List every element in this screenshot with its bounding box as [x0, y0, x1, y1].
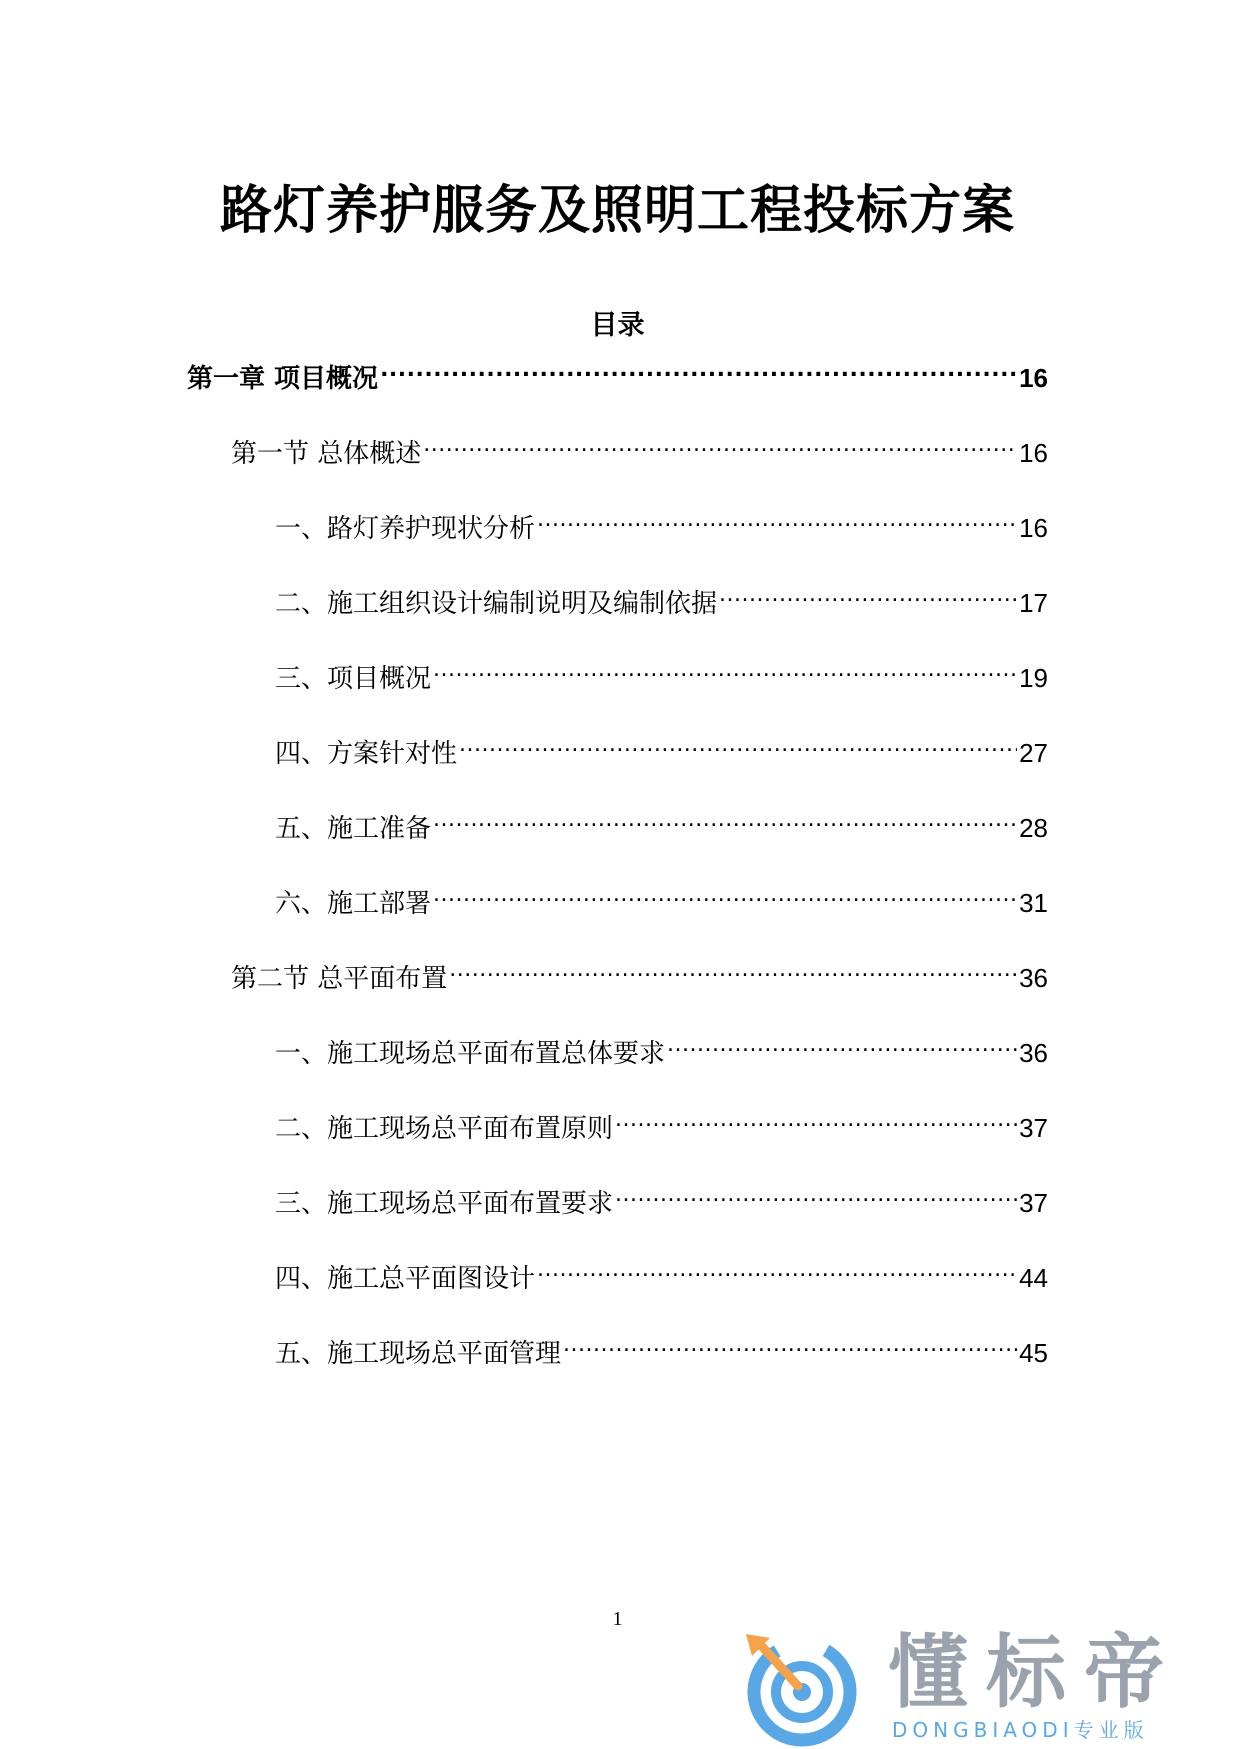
- toc-entry-title: 第二节 总平面布置: [231, 964, 448, 994]
- toc-heading: 目录: [590, 310, 645, 341]
- toc-entry-page: 27: [1019, 738, 1048, 768]
- toc-entry-item[interactable]: [275, 497, 1048, 544]
- page-number: 1: [612, 1608, 623, 1630]
- toc-entry-page: 37: [1019, 1188, 1048, 1218]
- toc-entry-page: 36: [1019, 1038, 1048, 1068]
- toc-entry-title: 二、施工组织设计编制说明及编制依据: [275, 589, 718, 619]
- brand-watermark: [740, 1628, 1220, 1749]
- toc-entry-title: 六、施工部署: [275, 889, 432, 919]
- watermark-subtitle: DONGBIAODI专业版: [892, 1718, 1149, 1742]
- toc-entry-item[interactable]: [275, 1022, 1048, 1069]
- toc-entry-title: 四、方案针对性: [275, 739, 458, 769]
- toc-entry-page: 31: [1019, 888, 1048, 918]
- toc-entry-item[interactable]: [275, 1172, 1048, 1219]
- toc-entry-title: 五、施工准备: [275, 814, 432, 844]
- toc-entry-item[interactable]: [275, 1322, 1048, 1369]
- toc-dot-leader: [433, 872, 1017, 912]
- toc-entry-page: 16: [1019, 438, 1048, 468]
- toc-entry-page: 16: [1019, 513, 1048, 543]
- toc-dot-leader: [615, 1097, 1017, 1137]
- toc-dot-leader: [449, 947, 1017, 987]
- toc-entry-page: 37: [1019, 1113, 1048, 1143]
- toc-dot-leader: [433, 647, 1017, 687]
- toc-entry-page: 17: [1019, 588, 1048, 618]
- toc-entry-chapter-1[interactable]: [187, 347, 1048, 394]
- toc-dot-leader: [667, 1022, 1017, 1062]
- toc-entry-item[interactable]: [275, 722, 1048, 769]
- toc-entry-section-2[interactable]: [231, 947, 1048, 994]
- toc-entry-title: 三、施工现场总平面布置要求: [275, 1189, 614, 1219]
- toc-entry-page: 45: [1019, 1338, 1048, 1368]
- toc-entry-section-1[interactable]: [231, 422, 1048, 469]
- toc-entry-item[interactable]: [275, 572, 1048, 619]
- toc-entry-title: 一、路灯养护现状分析: [275, 514, 536, 544]
- toc-entry-item[interactable]: [275, 797, 1048, 844]
- watermark-brand-text: 懂标帝: [888, 1626, 1182, 1719]
- toc-entry-title: 三、项目概况: [275, 664, 432, 694]
- toc-entry-title: 五、施工现场总平面管理: [275, 1339, 562, 1369]
- toc-entry-page: 16: [1019, 363, 1048, 393]
- toc-dot-leader: [537, 497, 1017, 537]
- toc-dot-leader: [615, 1172, 1017, 1212]
- toc-entry-page: 19: [1019, 663, 1048, 693]
- toc-entry-item[interactable]: [275, 647, 1048, 694]
- toc-dot-leader: [423, 422, 1017, 462]
- toc-dot-leader: [380, 347, 1017, 387]
- toc-entry-item[interactable]: [275, 1097, 1048, 1144]
- toc-entry-item[interactable]: [275, 1247, 1048, 1294]
- toc-dot-leader: [433, 797, 1017, 837]
- toc-dot-leader: [537, 1247, 1017, 1287]
- toc-entry-page: 44: [1019, 1263, 1048, 1293]
- toc-entry-title: 一、施工现场总平面布置总体要求: [275, 1039, 666, 1069]
- toc-entry-page: 36: [1019, 963, 1048, 993]
- toc-entry-title: 四、施工总平面图设计: [275, 1264, 536, 1294]
- toc-entry-title: 第一节 总体概述: [231, 439, 422, 469]
- toc-entry-title: 二、施工现场总平面布置原则: [275, 1114, 614, 1144]
- toc-dot-leader: [563, 1322, 1017, 1362]
- toc-dot-leader: [459, 722, 1017, 762]
- toc-entry-title: 第一章 项目概况: [187, 364, 379, 394]
- target-arrow-icon: [740, 1628, 860, 1748]
- toc-entry-item[interactable]: [275, 872, 1048, 919]
- toc-entry-page: 28: [1019, 813, 1048, 843]
- document-title: 路灯养护服务及照明工程投标方案: [219, 181, 1015, 241]
- toc-dot-leader: [719, 572, 1017, 612]
